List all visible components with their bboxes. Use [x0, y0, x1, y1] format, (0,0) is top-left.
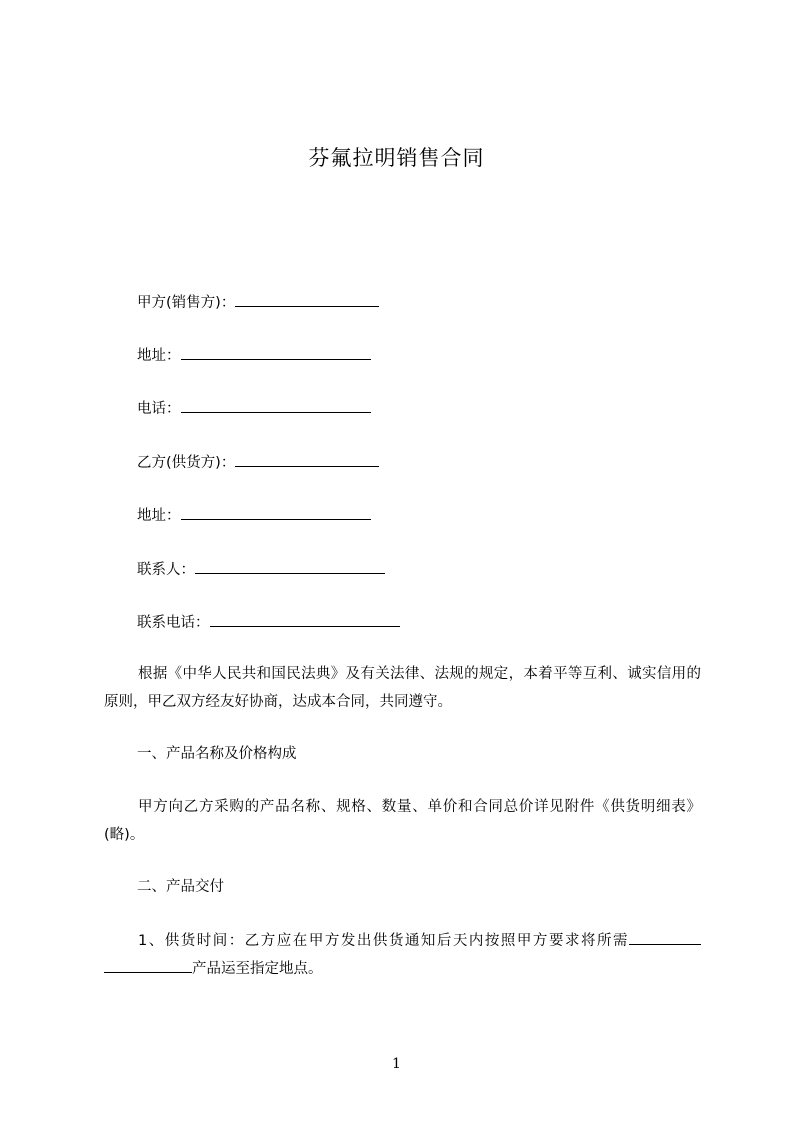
fill-in-blank[interactable] [181, 345, 371, 360]
field-label: 电话： [137, 401, 181, 417]
field-label: 地址： [137, 348, 181, 364]
field-label: 联系人： [137, 562, 195, 578]
intro-paragraph: 根据《中华人民共和国民法典》及有关法律、法规的规定，本着平等互利、诚实信用的原则，甲乙双方经友好协商，达成本合同，共同遵守。 [104, 666, 701, 710]
page-number: 1 [392, 1056, 401, 1072]
fill-in-blank[interactable] [235, 452, 379, 467]
fill-in-blank[interactable] [629, 930, 701, 945]
clause-text: 产品运至指定地点。 [192, 961, 323, 977]
field-label: 甲方(销售方)： [137, 295, 236, 311]
field-seller-phone [137, 398, 371, 419]
clause-text: 1、供货时间：乙方应在甲方发出供货通知后天内按照甲方要求将所需 [138, 933, 629, 949]
field-label: 乙方(供货方)： [137, 455, 236, 471]
field-label: 地址： [137, 508, 181, 524]
section-heading: 一、产品名称及价格构成 [137, 746, 297, 762]
field-supplier [137, 452, 379, 473]
fill-in-blank[interactable] [181, 398, 371, 413]
field-contact-person [137, 559, 385, 580]
section-heading: 二、产品交付 [137, 879, 224, 895]
fill-in-blank[interactable] [104, 958, 192, 973]
delivery-clause [104, 927, 701, 983]
section-paragraph: 甲方向乙方采购的产品名称、规格、数量、单价和合同总价详见附件《供货明细表》(略)。 [104, 799, 701, 843]
document-title: 芬氟拉明销售合同 [308, 146, 485, 170]
field-label: 联系电话： [137, 615, 210, 631]
field-supplier-address [137, 505, 371, 526]
field-seller [137, 292, 379, 313]
field-contact-phone [137, 612, 400, 633]
fill-in-blank[interactable] [210, 612, 400, 627]
fill-in-blank[interactable] [181, 505, 371, 520]
fill-in-blank[interactable] [195, 559, 385, 574]
fill-in-blank[interactable] [235, 292, 379, 307]
field-seller-address [137, 345, 371, 366]
